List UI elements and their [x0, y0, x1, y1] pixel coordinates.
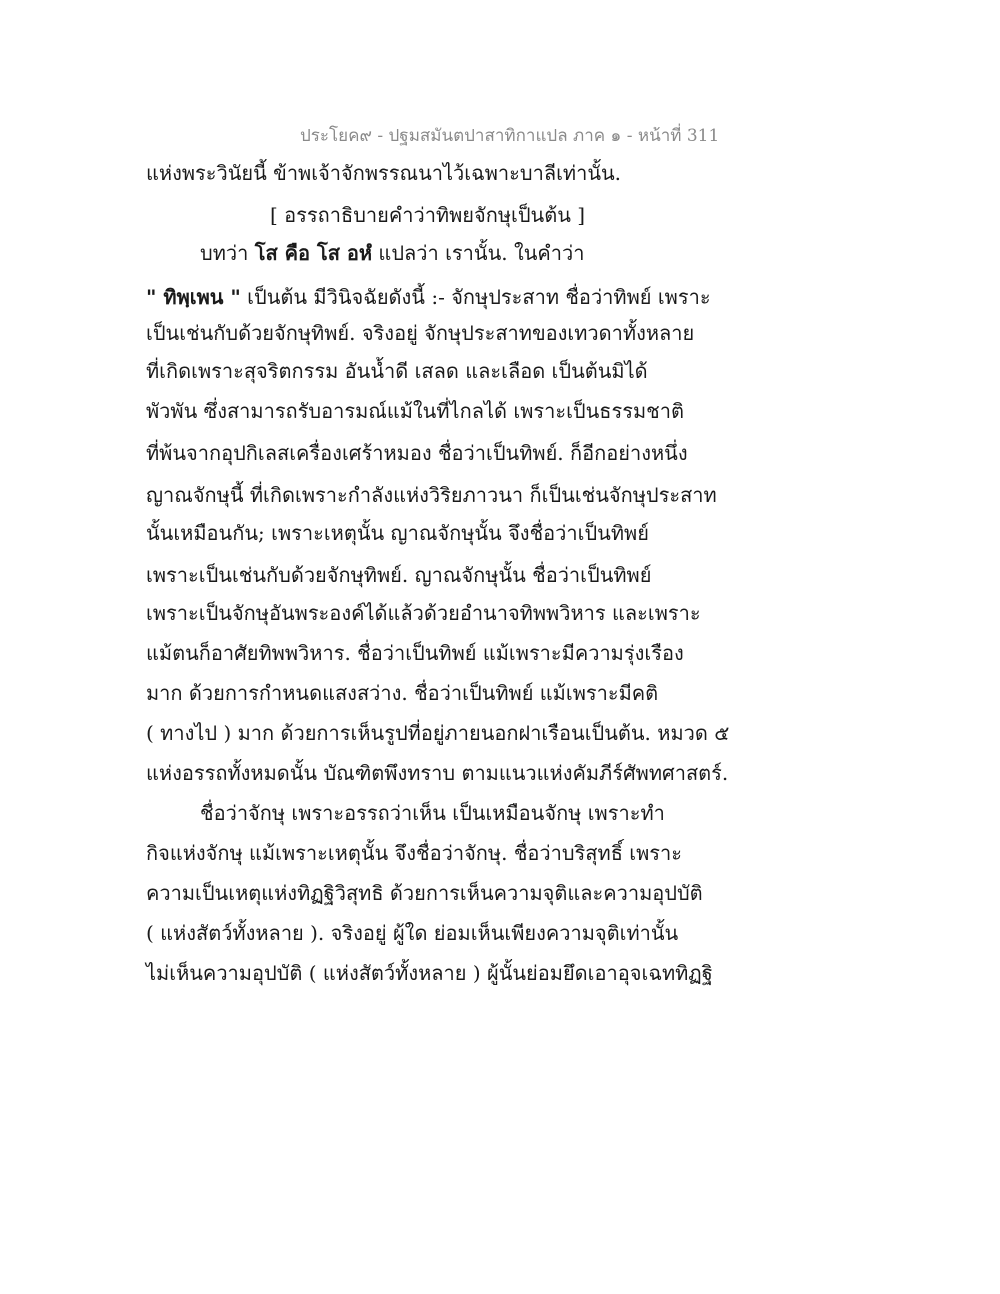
- text-line: เป็นเช่นกับด้วยจักษุทิพย์. จริงอยู่ จักษุประสาทของเทวดาทั้งหลาย: [146, 321, 695, 345]
- text-line: ความเป็นเหตุแห่งทิฏฐิวิสุทธิ ด้วยการเห็นความจุติและความอุปบัติ: [146, 881, 703, 905]
- text-line: ชื่อว่าจักษุ เพราะอรรถว่าเห็น เป็นเหมือนจักษุ เพราะทำ: [200, 801, 665, 825]
- text-line: แม้ตนก็อาศัยทิพพวิหาร. ชื่อว่าเป็นทิพย์ แม้เพราะมีความรุ่งเรือง: [146, 641, 684, 665]
- text-line: มาก ด้วยการกำหนดแสงสว่าง. ชื่อว่าเป็นทิพย์ แม้เพราะมีคติ: [146, 681, 659, 705]
- text-line: นั้นเหมือนกัน; เพราะเหตุนั้น ญาณจักษุนั้น จึงชื่อว่าเป็นทิพย์: [146, 521, 649, 545]
- text-line: ( ทางไป ) มาก ด้วยการเห็นรูปที่อยู่ภายนอกฝาเรือนเป็นต้น. หมวด ๕: [146, 721, 730, 745]
- text-run: บทว่า: [200, 241, 255, 265]
- text-line: แห่งพระวินัยนี้ ข้าพเจ้าจักพรรณนาไว้เฉพาะบาลีเท่านั้น.: [146, 161, 622, 185]
- text-line: [146, 284, 866, 310]
- text-run: แปลว่า เรานั้น. ในคำว่า: [372, 241, 585, 265]
- section-heading: [ อรรถาธิบายคำว่าทิพยจักษุเป็นต้น ]: [270, 203, 586, 227]
- text-line: [200, 240, 880, 266]
- text-line: เพราะเป็นจักษุอันพระองค์ได้แล้วด้วยอำนาจทิพพวิหาร และเพราะ: [146, 601, 701, 625]
- bold-term: โส คือ โส อหํ: [254, 241, 373, 265]
- text-line: กิจแห่งจักษุ แม้เพราะเหตุนั้น จึงชื่อว่าจักษุ. ชื่อว่าบริสุทธิ์ เพราะ: [146, 841, 682, 865]
- text-line: แห่งอรรถทั้งหมดนั้น บัณฑิตพึงทราบ ตามแนวแห่งคัมภีร์ศัพทศาสตร์.: [146, 761, 729, 785]
- text-line: ญาณจักษุนี้ ที่เกิดเพราะกำลังแห่งวิริยภาวนา ก็เป็นเช่นจักษุประสาท: [146, 483, 717, 507]
- bold-term: " ทิพฺเพน ": [146, 285, 241, 309]
- text-line: ที่พ้นจากอุปกิเลสเครื่องเศร้าหมอง ชื่อว่าเป็นทิพย์. ก็อีกอย่างหนึ่ง: [146, 441, 688, 465]
- text-line: ที่เกิดเพราะสุจริตกรรม อันน้ำดี เสลด และเลือด เป็นต้นมิได้: [146, 359, 648, 383]
- text-line: ( แห่งสัตว์ทั้งหลาย ). จริงอยู่ ผู้ใด ย่อมเห็นเพียงความจุติเท่านั้น: [146, 921, 679, 945]
- running-head: ประโยค๙ - ปฐมสมันตปาสาทิกาแปล ภาค ๑ - หน้าที่ 311: [300, 126, 720, 146]
- text-line: เพราะเป็นเช่นกับด้วยจักษุทิพย์. ญาณจักษุนั้น ชื่อว่าเป็นทิพย์: [146, 563, 652, 587]
- text-line: พัวพัน ซึ่งสามารถรับอารมณ์แม้ในที่ไกลได้ เพราะเป็นธรรมชาติ: [146, 399, 684, 423]
- text-line: ไม่เห็นความอุปบัติ ( แห่งสัตว์ทั้งหลาย ) ผู้นั้นย่อมยึดเอาอุจเฉททิฏฐิ: [146, 961, 713, 985]
- text-run: เป็นต้น มีวินิจฉัยดังนี้ :- จักษุประสาท ชื่อว่าทิพย์ เพราะ: [240, 285, 711, 309]
